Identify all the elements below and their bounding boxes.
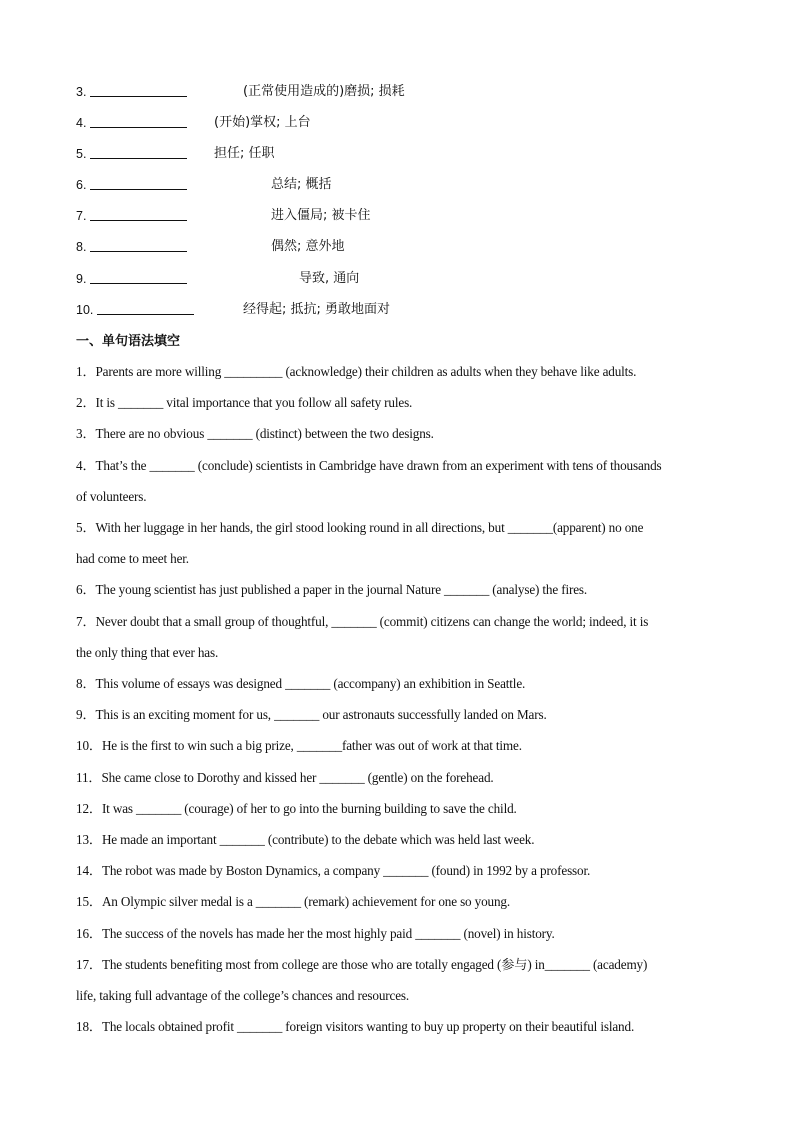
vocab-number: 6. <box>76 178 87 192</box>
vocab-meaning: 总结; 概括 <box>271 177 332 192</box>
question-text: That’s the _______ (conclude) scientists in Cambridge have drawn from an experiment with tens of thousands <box>95 458 662 473</box>
question-text: Never doubt that a small group of thoughtful, _______ (commit) citizens can change the world; indeed, it is <box>95 614 649 629</box>
vocab-item <box>76 268 360 290</box>
vocab-item <box>76 299 391 321</box>
question-text: of volunteers. <box>76 489 147 504</box>
question-number: 2． <box>76 395 96 410</box>
answer-blank[interactable] <box>97 314 194 315</box>
question-number: 1． <box>76 364 96 379</box>
vocab-item <box>76 112 311 134</box>
answer-blank[interactable] <box>90 158 187 159</box>
question-line <box>76 1016 726 1038</box>
question-text: the only thing that ever has. <box>76 645 219 660</box>
question-text: He made an important _______ (contribute) to the debate which was held last week. <box>101 832 535 847</box>
question-number: 12． <box>76 801 102 816</box>
question-text: The students benefiting most from college are those who are totally engaged (参与) in_______ (academy) <box>101 957 648 972</box>
question-text: She came close to Dorothy and kissed her _______ (gentle) on the forehead. <box>101 770 494 785</box>
vocab-item <box>76 236 345 258</box>
question-line <box>76 423 726 445</box>
question-text: The locals obtained profit _______ foreign visitors wanting to buy up property on their beautiful island. <box>101 1019 635 1034</box>
answer-blank[interactable] <box>90 96 187 97</box>
question-number: 7． <box>76 614 96 629</box>
question-number: 17． <box>76 957 102 972</box>
vocab-number: 10. <box>76 303 94 317</box>
vocab-item <box>76 174 332 196</box>
question-text: It is _______ vital importance that you follow all safety rules. <box>95 395 413 410</box>
answer-blank[interactable] <box>90 189 187 190</box>
vocab-number: 5. <box>76 147 87 161</box>
question-line <box>76 392 726 414</box>
question-number: 9． <box>76 707 96 722</box>
question-line <box>76 735 726 757</box>
vocab-meaning: 导致, 通向 <box>299 271 360 286</box>
question-text: This volume of essays was designed _______ (accompany) an exhibition in Seattle. <box>95 676 526 691</box>
vocab-number: 8. <box>76 240 87 254</box>
question-text: life, taking full advantage of the college’s chances and resources. <box>76 988 410 1003</box>
vocab-number: 3. <box>76 85 87 99</box>
question-line <box>76 579 726 601</box>
question-number: 14． <box>76 863 102 878</box>
vocab-meaning: (正常使用造成的)磨损; 损耗 <box>243 84 405 99</box>
question-continuation <box>76 548 726 570</box>
question-line <box>76 455 726 477</box>
vocab-item <box>76 81 405 103</box>
question-number: 6． <box>76 582 96 597</box>
vocab-number: 9. <box>76 272 87 286</box>
question-number: 13． <box>76 832 102 847</box>
vocab-number: 7. <box>76 209 87 223</box>
question-line <box>76 891 726 913</box>
question-number: 10． <box>76 738 102 753</box>
question-text: It was _______ (courage) of her to go into the burning building to save the child. <box>101 801 517 816</box>
question-number: 15． <box>76 894 102 909</box>
answer-blank[interactable] <box>90 251 187 252</box>
question-line <box>76 517 726 539</box>
vocab-item <box>76 143 275 165</box>
answer-blank[interactable] <box>90 127 187 128</box>
question-number: 18． <box>76 1019 102 1034</box>
question-line <box>76 798 726 820</box>
question-line <box>76 704 726 726</box>
question-text: The young scientist has just published a paper in the journal Nature _______ (analyse) the fires. <box>95 582 588 597</box>
question-text: With her luggage in her hands, the girl stood looking round in all directions, but _______(apparent) no one <box>95 520 644 535</box>
answer-blank[interactable] <box>90 220 187 221</box>
question-line <box>76 954 726 976</box>
question-number: 8． <box>76 676 96 691</box>
question-continuation <box>76 642 726 664</box>
question-text: The success of the novels has made her the most highly paid _______ (novel) in history. <box>101 926 555 941</box>
answer-blank[interactable] <box>90 283 187 284</box>
vocab-item <box>76 205 371 227</box>
question-number: 11． <box>76 770 102 785</box>
question-line <box>76 611 726 633</box>
vocab-meaning: (开始)掌权; 上台 <box>214 115 311 130</box>
question-line <box>76 923 726 945</box>
question-continuation <box>76 486 726 508</box>
question-number: 5． <box>76 520 96 535</box>
vocab-meaning: 经得起; 抵抗; 勇敢地面对 <box>243 302 391 317</box>
vocab-number: 4. <box>76 116 87 130</box>
question-number: 16． <box>76 926 102 941</box>
question-continuation <box>76 985 726 1007</box>
question-text: Parents are more willing _________ (acknowledge) their children as adults when they behave like adults. <box>95 364 637 379</box>
question-text: This is an exciting moment for us, _______ our astronauts successfully landed on Mars. <box>95 707 547 722</box>
question-line <box>76 673 726 695</box>
question-line <box>76 860 726 882</box>
question-text: An Olympic silver medal is a _______ (remark) achievement for one so young. <box>101 894 511 909</box>
question-number: 3． <box>76 426 96 441</box>
question-text: The robot was made by Boston Dynamics, a company _______ (found) in 1992 by a professor. <box>101 863 591 878</box>
section-title: 一、单句语法填空 <box>76 334 181 349</box>
vocab-meaning: 偶然; 意外地 <box>271 239 345 254</box>
question-line <box>76 829 726 851</box>
question-text: There are no obvious _______ (distinct) between the two designs. <box>95 426 434 441</box>
question-number: 4． <box>76 458 96 473</box>
vocab-meaning: 担任; 任职 <box>214 146 275 161</box>
question-line <box>76 361 726 383</box>
question-text: had come to meet her. <box>76 551 189 566</box>
question-line <box>76 767 726 789</box>
question-text: He is the first to win such a big prize, _______father was out of work at that time. <box>101 738 522 753</box>
vocab-meaning: 进入僵局; 被卡住 <box>271 208 371 223</box>
